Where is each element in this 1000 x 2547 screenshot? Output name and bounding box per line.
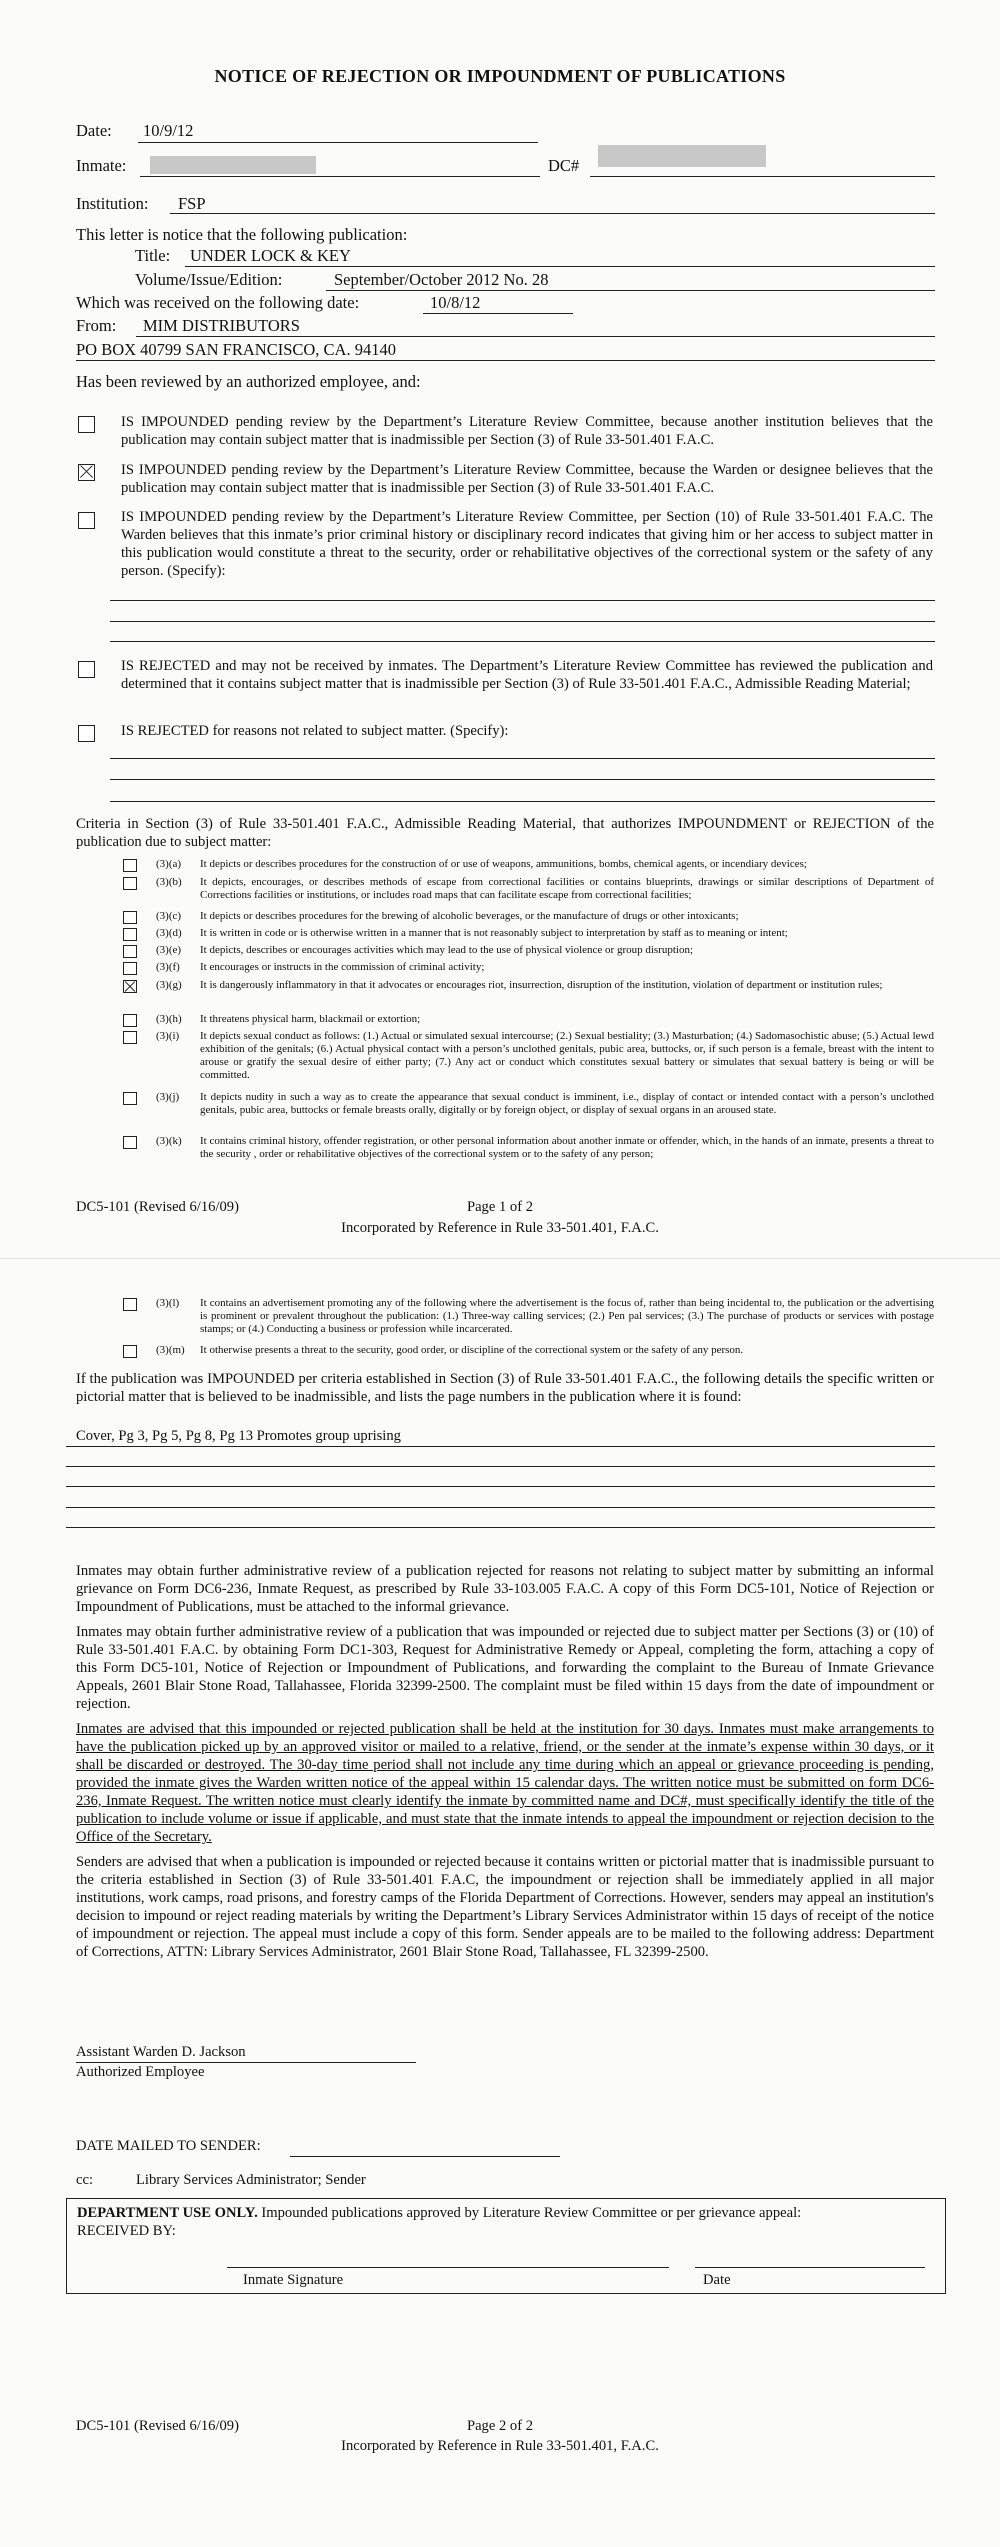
date-value: 10/9/12 (143, 121, 194, 140)
rule-reference: Incorporated by Reference in Rule 33-501.401, F.A.C. (341, 1220, 659, 1236)
dc-number-redaction (598, 145, 766, 167)
received-label: Which was received on the following date: (76, 293, 360, 312)
inmate-label: Inmate: (76, 156, 127, 175)
signature-line (76, 2062, 416, 2063)
sender-advisory-paragraph: Senders are advised that when a publication is impounded or rejected because it contains written or pictorial matter that is inadmissible pursuant to the criteria established in Section (3) of Rule 33-501.401 F.A.C, the impoundment or rejection shall be immediately applied in all major institutions, work camps, road prisons, and forestry camps of the Florida Department of Corrections. However, senders may appeal an institution's decision to impound or reject reading materials by writing the Department’s Library Services Administrator within 15 days of receipt of the notice of impoundment or rejection. The appeal must include a copy of this form. Sender appeals are to be mailed to the following address: Department of Corrections, ATTN: Library Services Administrator, 2601 Blair Stone Road, Tallahassee, FL 32399-2500. (76, 1854, 934, 1960)
details-intro: If the publication was IMPOUNDED per criteria established in Section (3) of Rule 33-501.401 F.A.C., the following details the specific written or pictorial matter that is believed to be inadmissible, and lists the page numbers in the publication where it is found: (76, 1371, 934, 1405)
criteria-text: It contains criminal history, offender registration, or other personal information about another inmate or offender, which, in the hands of an inmate, presents a threat to the security , order or rehabilitative objectives of the correctional system or to the safety of any person; (200, 1135, 934, 1160)
received-line (423, 313, 573, 314)
institution-label: Institution: (76, 194, 149, 213)
department-use-box (66, 2198, 946, 2294)
volume-label: Volume/Issue/Edition: (135, 270, 283, 289)
informal-grievance-paragraph: Inmates may obtain further administrative review of a publication rejected for reasons not relating to subject matter by submitting an informal grievance on Form DC6-236, Inmate Request, as prescribed by Rule 33-103.005 F.A.C. A copy of this Form DC5-101, Notice of Rejection or Impoundment of Publications, must be attached to the informal grievance. (76, 1563, 934, 1615)
volume-value: September/October 2012 No. 28 (334, 270, 549, 289)
criteria-text: It depicts, describes or encourages activities which may lead to the use of physical violence or group disruption; (200, 944, 694, 956)
criteria-code: (3)(d) (156, 927, 182, 939)
criteria-code: (3)(e) (156, 944, 182, 956)
from-line (136, 336, 935, 337)
criteria-intro: Criteria in Section (3) of Rule 33-501.401 F.A.C., Admissible Reading Material, that authorizes IMPOUNDMENT or REJECTION of the publication due to subject matter: (76, 816, 934, 850)
option-text-2: IS IMPOUNDED pending review by the Department’s Literature Review Committee, because the Warden or designee believes that the publication may contain subject matter that is inadmissible per Section (3) of Rule 33-501.401 F.A.C. (121, 462, 933, 496)
from-value: MIM DISTRIBUTORS (143, 316, 300, 335)
inmate-line (140, 176, 540, 177)
signer-role: Authorized Employee (76, 2064, 205, 2080)
date-label: Date: (76, 121, 112, 140)
dc-line (590, 176, 935, 177)
criteria-checkbox[interactable] (123, 928, 137, 941)
page-number: Page 1 of 2 (466, 1199, 534, 1215)
option-text-3: IS IMPOUNDED pending review by the Department’s Literature Review Committee, per Section (10) of Rule 33-501.401 F.A.C. The Warden believes that this inmate’s prior criminal history or disciplinary record indicates that giving him or her access to subject matter in this publication would constitute a threat to the security, order or rehabilitative objectives of the correctional system or the safety of any person. (Specify): (121, 509, 933, 579)
specify-line (110, 641, 935, 642)
dc-label: DC# (548, 156, 580, 175)
details-line (66, 1486, 935, 1487)
criteria-text: It depicts sexual conduct as follows: (1.) Actual or simulated sexual intercourse; (2.) Sexual bestiality; (3.) Masturbation; (4.) Sadomasochistic abuse; (5.) Actual lewd exhibition of the genitals; (6.) Actual physical contact with a person’s unclothed genitals, pubic area, buttocks, or, if such person is a female, breast with the intent to arouse or gratify the sexual desire of either party; (7.) Any act or conduct which constitutes sexual battery or simulates that sexual battery is being or will be committed. (200, 1030, 934, 1081)
criteria-code: (3)(j) (156, 1091, 180, 1103)
mailed-line (290, 2156, 560, 2157)
criteria-checkbox[interactable] (123, 877, 137, 890)
criteria-text: It depicts, encourages, or describes methods of escape from correctional facilities or contains blueprints, drawings or similar descriptions of Department of Corrections facilities or institutions, or includes road maps that can facilitate escape from correctional facilities; (200, 876, 934, 901)
criteria-text: It encourages or instructs in the commission of criminal activity; (200, 961, 485, 973)
inmate-advisory-paragraph: Inmates are advised that this impounded or rejected publication shall be held at the institution for 30 days. Inmates must make arrangements to have the publication picked up by an approved visitor or mailed to a relative, friend, or the sender at the inmate’s expense within 30 days, or it shall be discarded or destroyed. The 30-day time period shall not include any time during which an appeal or grievance proceeding is pending, provided the inmate gives the Warden written notice of the appeal within 15 calendar days. The written notice must be submitted on form DC6-236, Inmate Request. The written notice must clearly identify the inmate by committed name and DC#, must specifically identify the title of the publication to include volume or issue if applicable, and must state that the inmate intends to appeal the impoundment or rejection decision to the Office of the Secretary. (76, 1721, 934, 1845)
form-number: DC5-101 (Revised 6/16/09) (76, 2418, 239, 2434)
criteria-text: It is dangerously inflammatory in that it advocates or encourages riot, insurrection, disruption of the institution, violation of department or institution rules; (200, 979, 883, 991)
criteria-checkbox[interactable] (123, 859, 137, 872)
cc-label: cc: (76, 2172, 94, 2188)
document-title: NOTICE OF REJECTION OR IMPOUNDMENT OF PUBLICATIONS (214, 66, 786, 86)
form-number: DC5-101 (Revised 6/16/09) (76, 1199, 239, 1215)
criteria-checkbox[interactable] (123, 911, 137, 924)
received-by-label: RECEIVED BY: (77, 2223, 176, 2239)
details-line (66, 1507, 935, 1508)
option-text-5: IS REJECTED for reasons not related to subject matter. (Specify): (121, 723, 509, 739)
specify-line (110, 758, 935, 759)
inmate-name-redaction (150, 154, 316, 174)
criteria-code: (3)(a) (156, 858, 182, 870)
address-line (76, 360, 935, 361)
title-value: UNDER LOCK & KEY (190, 246, 351, 265)
criteria-code: (3)(k) (156, 1135, 182, 1147)
option-text-4: IS REJECTED and may not be received by inmates. The Department’s Literature Review Committee has reviewed the publication and determined that it contains subject matter that is inadmissible per Section (3) of Rule 33-501.401 F.A.C., Admissible Reading Material; (121, 658, 933, 692)
signer-name: Assistant Warden D. Jackson (76, 2044, 246, 2060)
criteria-text: It is written in code or is otherwise written in a manner that is not reasonably subject to interpretation by staff as to meaning or intent; (200, 927, 788, 939)
details-line (66, 1446, 935, 1447)
criteria-code: (3)(m) (156, 1344, 185, 1356)
criteria-text: It depicts or describes procedures for the construction of or use of weapons, ammunitions, bombs, chemical agents, or incendiary devices; (200, 858, 807, 870)
criteria-code: (3)(g) (156, 979, 182, 991)
date-signature-line (695, 2267, 925, 2268)
criteria-text: It otherwise presents a threat to the security, good order, or discipline of the correctional system or the safety of any person. (200, 1344, 744, 1356)
option-checkbox-1[interactable] (78, 416, 95, 433)
institution-value: FSP (178, 194, 206, 213)
institution-line (170, 213, 935, 214)
criteria-code: (3)(f) (156, 961, 180, 973)
criteria-code: (3)(b) (156, 876, 182, 888)
inmate-signature-label: Inmate Signature (243, 2272, 344, 2288)
criteria-checkbox[interactable] (123, 1014, 137, 1027)
received-value: 10/8/12 (430, 293, 481, 312)
criteria-checkbox[interactable] (123, 1298, 137, 1311)
date-label: Date (703, 2272, 731, 2288)
criteria-text: It contains an advertisement promoting any of the following where the advertisement is the focus of, rather than being incidental to, the publication or the advertising is prominent or prevalent throughout the publication: (1.) Three-way calling services; (2.) Pen pal services; (3.) The purchase of products or services with postage stamps; or (4.) Conducting a business or profession while incarcerated. (200, 1297, 934, 1335)
criteria-checkbox[interactable] (123, 962, 137, 975)
option-checkbox-3[interactable] (78, 512, 95, 529)
cc-value: Library Services Administrator; Sender (136, 2172, 366, 2188)
specify-line (110, 779, 935, 780)
criteria-text: It depicts or describes procedures for the brewing of alcoholic beverages, or the manufacture of drugs or other intoxicants; (200, 910, 739, 922)
option-text-1: IS IMPOUNDED pending review by the Department’s Literature Review Committee, because another institution believes that the publication may contain subject matter that is inadmissible per Section (3) of Rule 33-501.401 F.A.C. (121, 414, 933, 448)
criteria-code: (3)(h) (156, 1013, 182, 1025)
department-use-heading: DEPARTMENT USE ONLY. Impounded publications approved by Literature Review Committee or per grievance appeal: (77, 2205, 802, 2221)
details-line (66, 1466, 935, 1467)
page-number: Page 2 of 2 (466, 2418, 534, 2434)
mailed-label: DATE MAILED TO SENDER: (76, 2138, 261, 2154)
administrative-review-paragraph: Inmates may obtain further administrative review of a publication that was impounded or rejected due to subject matter per Sections (3) or (10) of Rule 33-501.401 F.A.C. by obtaining Form DC1-303, Request for Administrative Remedy or Appeal, completing the form, attaching a copy of this Form DC5-101, Notice of Rejection or Impoundment of Publications, and forwarding the complaint to the Bureau of Inmate Grievance Appeals, 2601 Blair Stone Road, Tallahassee, Florida 32399-2500. The complaint must be filed within 15 days from the date of impoundment or rejection. (76, 1624, 934, 1712)
option-checkbox-2[interactable] (78, 464, 95, 481)
address-value: PO BOX 40799 SAN FRANCISCO, CA. 94140 (76, 340, 396, 359)
criteria-code: (3)(c) (156, 910, 182, 922)
criteria-text: It threatens physical harm, blackmail or extortion; (200, 1013, 421, 1025)
details-line (66, 1527, 935, 1528)
criteria-text: It depicts nudity in such a way as to create the appearance that sexual conduct is imminent, i.e., display of contact or intended contact with a person’s unclothed genitals, pubic area, buttocks or female breasts orally, digitally or by foreign object, or display of sexual organs in an aroused state. (200, 1091, 934, 1116)
page-divider (0, 1258, 1000, 1259)
criteria-checkbox[interactable] (123, 945, 137, 958)
title-line (185, 266, 935, 267)
criteria-checkbox[interactable] (123, 1345, 137, 1358)
from-label: From: (76, 316, 117, 335)
criteria-code: (3)(l) (156, 1297, 180, 1309)
option-checkbox-5[interactable] (78, 725, 95, 742)
criteria-code: (3)(i) (156, 1030, 180, 1042)
reviewed-text: Has been reviewed by an authorized employee, and: (76, 372, 421, 391)
criteria-checkbox[interactable] (123, 980, 137, 993)
date-line (138, 142, 538, 143)
criteria-checkbox[interactable] (123, 1136, 137, 1149)
specify-line (110, 600, 935, 601)
inmate-signature-line (227, 2267, 669, 2268)
criteria-checkbox[interactable] (123, 1092, 137, 1105)
rule-reference: Incorporated by Reference in Rule 33-501.401, F.A.C. (341, 2438, 659, 2454)
criteria-checkbox[interactable] (123, 1031, 137, 1044)
intro-text: This letter is notice that the following publication: (76, 225, 408, 244)
title-label: Title: (135, 246, 171, 265)
volume-line (326, 290, 935, 291)
specify-line (110, 621, 935, 622)
specify-line (110, 801, 935, 802)
details-value: Cover, Pg 3, Pg 5, Pg 8, Pg 13 Promotes group uprising (76, 1428, 401, 1444)
option-checkbox-4[interactable] (78, 661, 95, 678)
